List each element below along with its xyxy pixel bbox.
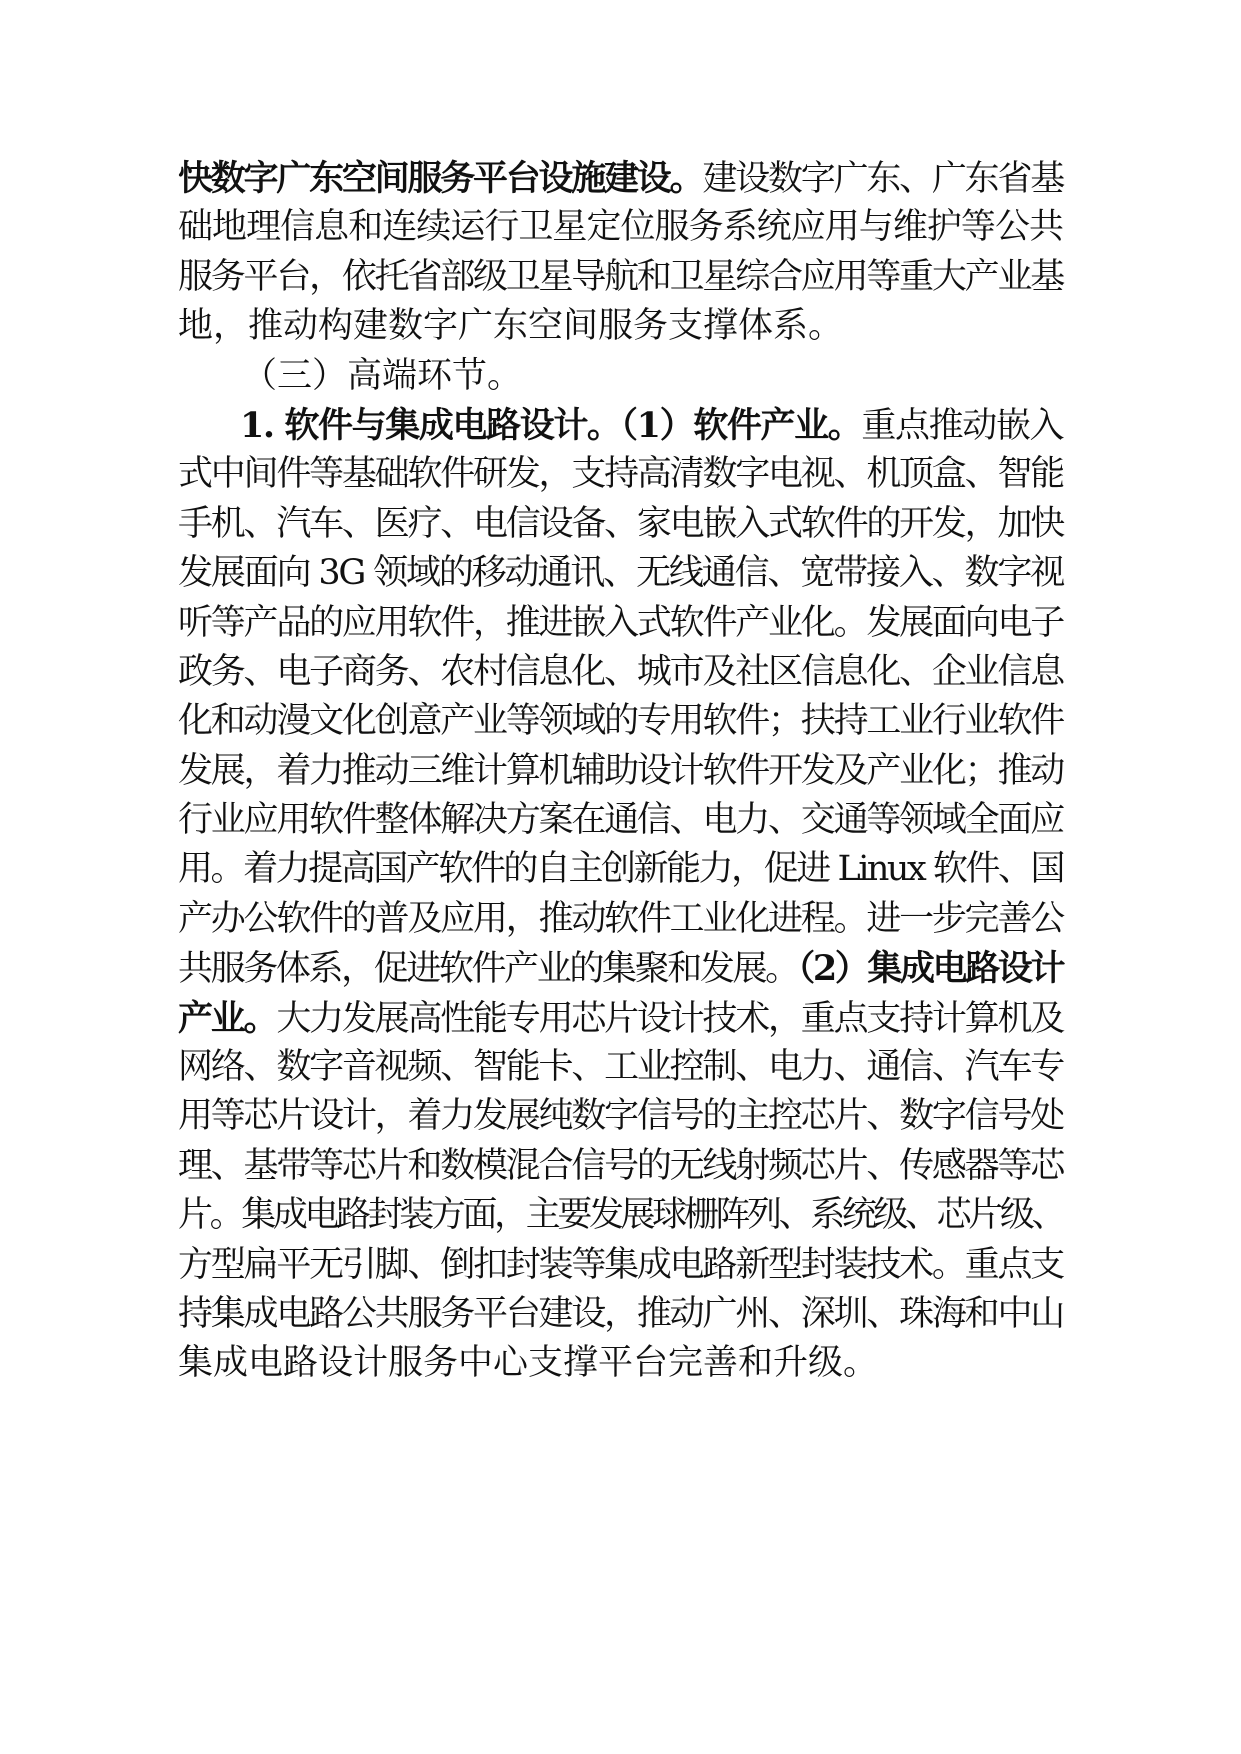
- text-segment: 行业应用软件整体解决方案在通信、电力、交通等领域全面应: [178, 800, 1063, 841]
- text-segment: 理、基带等芯片和数模混合信号的无线射频芯片、传感器等芯: [178, 1145, 1063, 1186]
- text-line: [178, 1043, 1063, 1092]
- text-segment: 用等芯片设计，着力发展纯数字信号的主控芯片、数字信号处: [178, 1096, 1063, 1137]
- text-segment: 持集成电路公共服务平台建设，推动广州、深圳、珠海和中山: [178, 1293, 1063, 1334]
- text-line: [178, 1092, 1063, 1141]
- bold-phrase: （2）集成电路设计: [797, 948, 1063, 990]
- text-segment: 发展，着力推动三维计算机辅助设计软件开发及产业化；推动: [178, 750, 1063, 791]
- text-segment: 础地理信息和连续运行卫星定位服务系统应用与维护等公共: [178, 207, 1063, 248]
- text-segment: 地，推动构建数字广东空间服务支撑体系。: [178, 306, 844, 347]
- text-line: [178, 845, 1063, 894]
- text-segment: 片。集成电路封装方面，主要发展球栅阵列、系统级、芯片级、: [178, 1195, 1063, 1236]
- text-line: [178, 994, 1063, 1043]
- text-segment: 用。着力提高国产软件的自主创新能力，促进 Linux 软件、国: [178, 849, 1063, 890]
- text-line: [178, 500, 1063, 549]
- section-heading-text: （三）高端环节。: [242, 355, 523, 396]
- text-segment: 手机、汽车、医疗、电信设备、家电嵌入式软件的开发，加快: [178, 503, 1063, 544]
- text-segment: 政务、电子商务、农村信息化、城市及社区信息化、企业信息: [178, 651, 1063, 692]
- text-line: [178, 1191, 1063, 1240]
- bold-phrase: 1. 软件与集成电路设计。（1）软件产业。: [240, 404, 862, 446]
- bold-phrase: 产业。: [178, 997, 277, 1039]
- text-segment: 大力发展高性能专用芯片设计技术，重点支持计算机及: [276, 998, 1063, 1039]
- text-line: [178, 599, 1063, 648]
- text-segment: 建设数字广东、广东省基: [702, 159, 1063, 199]
- text-line: [178, 154, 1063, 203]
- text-segment: 化和动漫文化创意产业等领域的专用软件；扶持工业行业软件: [178, 701, 1063, 742]
- text-line: [178, 697, 1063, 746]
- body-text: [178, 154, 1063, 1389]
- text-segment: 听等产品的应用软件，推进嵌入式软件产业化。发展面向电子: [178, 602, 1063, 643]
- text-line: [178, 1290, 1063, 1339]
- text-line: [178, 302, 1063, 351]
- text-line: [178, 648, 1063, 697]
- text-line: [178, 203, 1063, 252]
- text-line: [178, 253, 1063, 302]
- text-segment: 重点推动嵌入: [861, 405, 1063, 446]
- text-line: [178, 944, 1063, 993]
- text-segment: 集成电路设计服务中心支撑平台完善和升级。: [178, 1343, 879, 1384]
- text-segment: 网络、数字音视频、智能卡、工业控制、电力、通信、汽车专: [178, 1047, 1063, 1088]
- text-line: [178, 796, 1063, 845]
- bold-phrase: 快数字广东空间服务平台设施建设。: [178, 158, 703, 199]
- text-segment: 服务平台，依托省部级卫星导航和卫星综合应用等重大产业基: [178, 256, 1063, 297]
- text-segment: 共服务体系，促进软件产业的集聚和发展。: [178, 949, 798, 990]
- text-line: [178, 1339, 1063, 1388]
- text-line: [178, 1142, 1063, 1191]
- text-line: [178, 1241, 1063, 1290]
- text-line: [178, 450, 1063, 499]
- text-line: [178, 401, 1063, 450]
- text-line: [178, 895, 1063, 944]
- section-heading: [178, 352, 1063, 401]
- text-segment: 产办公软件的普及应用，推动软件工业化进程。进一步完善公: [178, 898, 1063, 939]
- text-segment: 方型扁平无引脚、倒扣封装等集成电路新型封装技术。重点支: [178, 1244, 1063, 1285]
- text-line: [178, 549, 1063, 598]
- text-segment: 式中间件等基础软件研发，支持高清数字电视、机顶盒、智能: [178, 454, 1063, 495]
- text-segment: 发展面向 3G 领域的移动通讯、无线通信、宽带接入、数字视: [178, 553, 1063, 594]
- text-line: [178, 747, 1063, 796]
